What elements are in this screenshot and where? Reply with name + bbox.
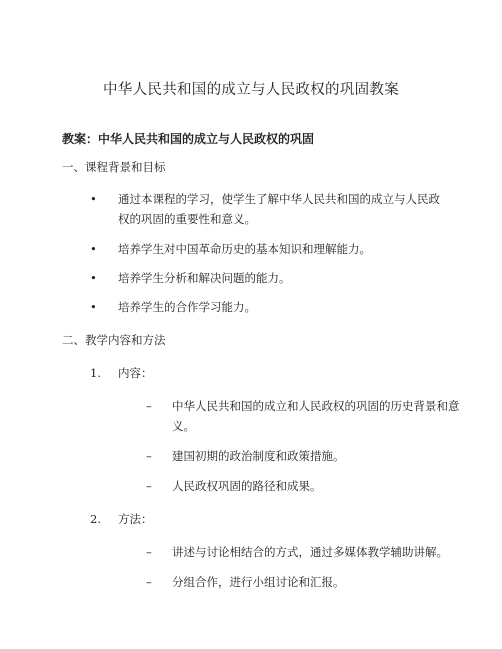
section-heading-content-methods: 二、教学内容和方法 xyxy=(62,333,166,347)
method-item-1: 讲述与讨论相结合的方式，通过多媒体教学辅助讲解。 xyxy=(172,545,448,559)
methods-label: 方法： xyxy=(118,512,153,526)
content-label: 内容： xyxy=(118,366,153,380)
list-number: 1. xyxy=(90,366,101,380)
content-item-1-line-2: 义。 xyxy=(172,419,195,433)
lesson-plan-subtitle: 教案：中华人民共和国的成立与人民政权的巩固 xyxy=(62,132,315,146)
dash-marker: – xyxy=(146,545,152,559)
dash-marker: – xyxy=(146,399,152,413)
goal-item-1-line-1: 通过本课程的学习，使学生了解中华人民共和国的成立与人民政 xyxy=(118,192,440,206)
goal-item-2: 培养学生对中国革命历史的基本知识和理解能力。 xyxy=(118,242,371,256)
goal-item-1-line-2: 权的巩固的重要性和意义。 xyxy=(118,212,256,226)
document-title: 中华人民共和国的成立与人民政权的巩固教案 xyxy=(103,82,399,98)
bullet-marker: • xyxy=(90,242,97,256)
bullet-marker: • xyxy=(90,192,97,206)
dash-marker: – xyxy=(146,449,152,463)
method-item-2: 分组合作，进行小组讨论和汇报。 xyxy=(172,575,345,589)
content-item-1-line-1: 中华人民共和国的成立和人民政权的巩固的历史背景和意 xyxy=(172,399,460,413)
content-item-3: 人民政权巩固的路径和成果。 xyxy=(172,479,322,493)
content-item-2: 建国初期的政治制度和政策措施。 xyxy=(172,449,345,463)
goal-item-4: 培养学生的合作学习能力。 xyxy=(118,300,256,314)
dash-marker: – xyxy=(146,575,152,589)
list-number: 2. xyxy=(90,512,101,526)
dash-marker: – xyxy=(146,479,152,493)
bullet-marker: • xyxy=(90,271,97,285)
goal-item-3: 培养学生分析和解决问题的能力。 xyxy=(118,271,291,285)
bullet-marker: • xyxy=(90,300,97,314)
section-heading-background-goals: 一、课程背景和目标 xyxy=(62,160,166,174)
